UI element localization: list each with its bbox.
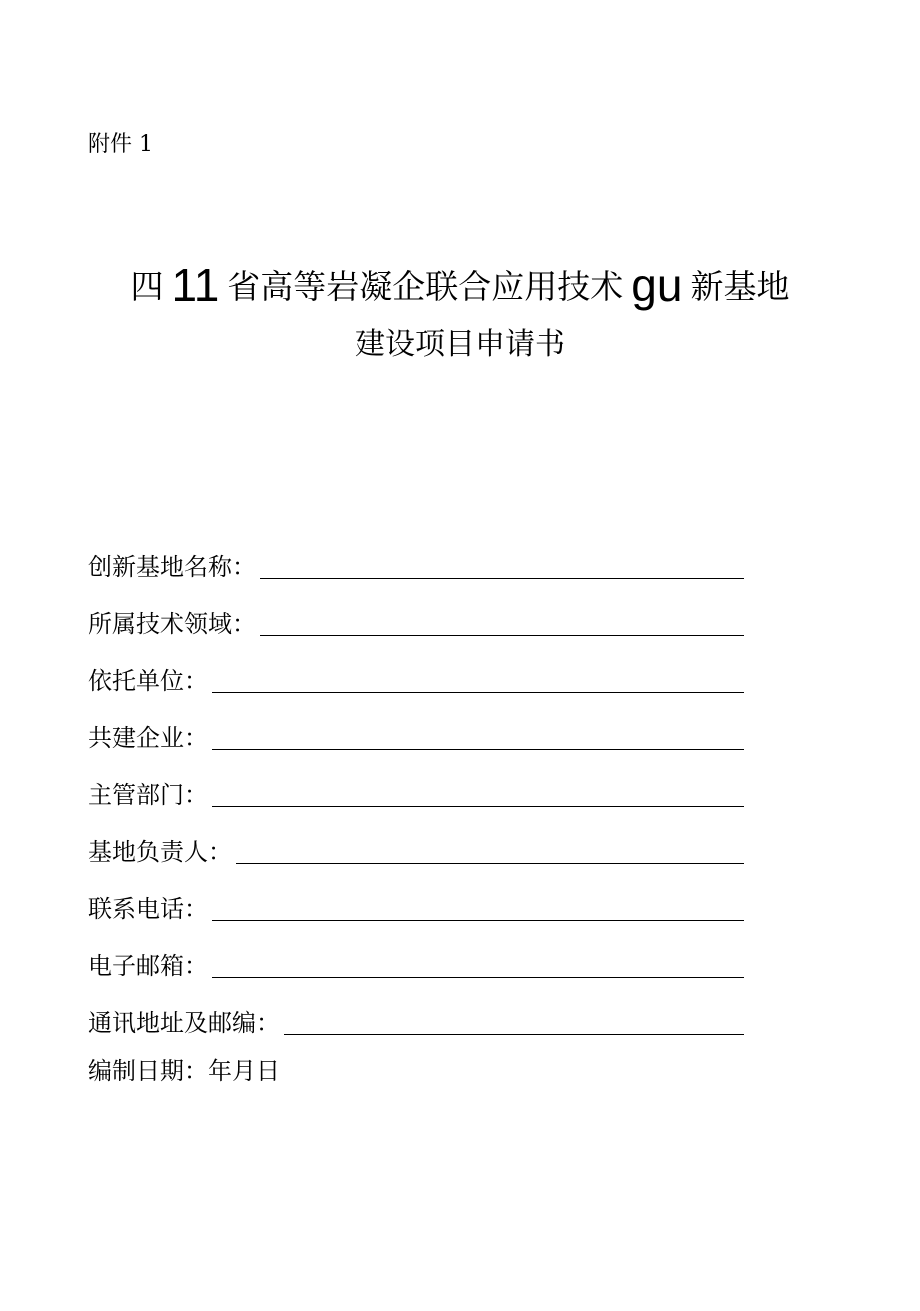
field-label: 共建企业：	[88, 724, 208, 752]
fill-in-line[interactable]	[260, 635, 744, 636]
field-base-director	[88, 815, 744, 872]
field-label: 联系电话：	[88, 895, 208, 923]
field-label: 基地负责人：	[88, 838, 232, 866]
field-supervising-department	[88, 758, 744, 815]
field-base-name	[88, 530, 744, 587]
field-label: 通讯地址及邮编：	[88, 1009, 280, 1037]
fill-in-line[interactable]	[212, 692, 744, 693]
fill-in-line[interactable]	[212, 977, 744, 978]
fill-in-line[interactable]	[212, 749, 744, 750]
compile-date-row	[88, 1053, 280, 1089]
field-phone	[88, 872, 744, 929]
fill-in-line[interactable]	[212, 806, 744, 807]
title-segment-number: 11	[171, 259, 220, 311]
attachment-label: 附件 1	[88, 132, 153, 157]
field-label: 创新基地名称：	[88, 553, 256, 581]
field-label: 所属技术领域：	[88, 610, 256, 638]
fill-in-line[interactable]	[212, 920, 744, 921]
title-segment: 四	[130, 267, 164, 306]
field-address-postcode	[88, 986, 744, 1043]
document-title-line2: 建设项目申请书	[355, 327, 565, 362]
application-form	[88, 530, 744, 1043]
fill-in-line[interactable]	[236, 863, 744, 864]
field-technical-domain	[88, 587, 744, 644]
compile-date-label: 编制日期：	[88, 1057, 208, 1085]
compile-date-value: 年月日	[208, 1057, 280, 1085]
field-label: 主管部门：	[88, 781, 208, 809]
field-partner-enterprise	[88, 701, 744, 758]
title-segment: 新基地	[690, 267, 790, 306]
fill-in-line[interactable]	[260, 578, 744, 579]
fill-in-line[interactable]	[284, 1034, 744, 1035]
field-label: 电子邮箱：	[88, 952, 208, 980]
title-segment: 省高等岩凝企联合应用技术	[227, 267, 624, 306]
field-email	[88, 929, 744, 986]
title-segment-latin: gu	[631, 259, 683, 311]
document-title-line1	[0, 259, 920, 311]
field-host-unit	[88, 644, 744, 701]
field-label: 依托单位：	[88, 667, 208, 695]
